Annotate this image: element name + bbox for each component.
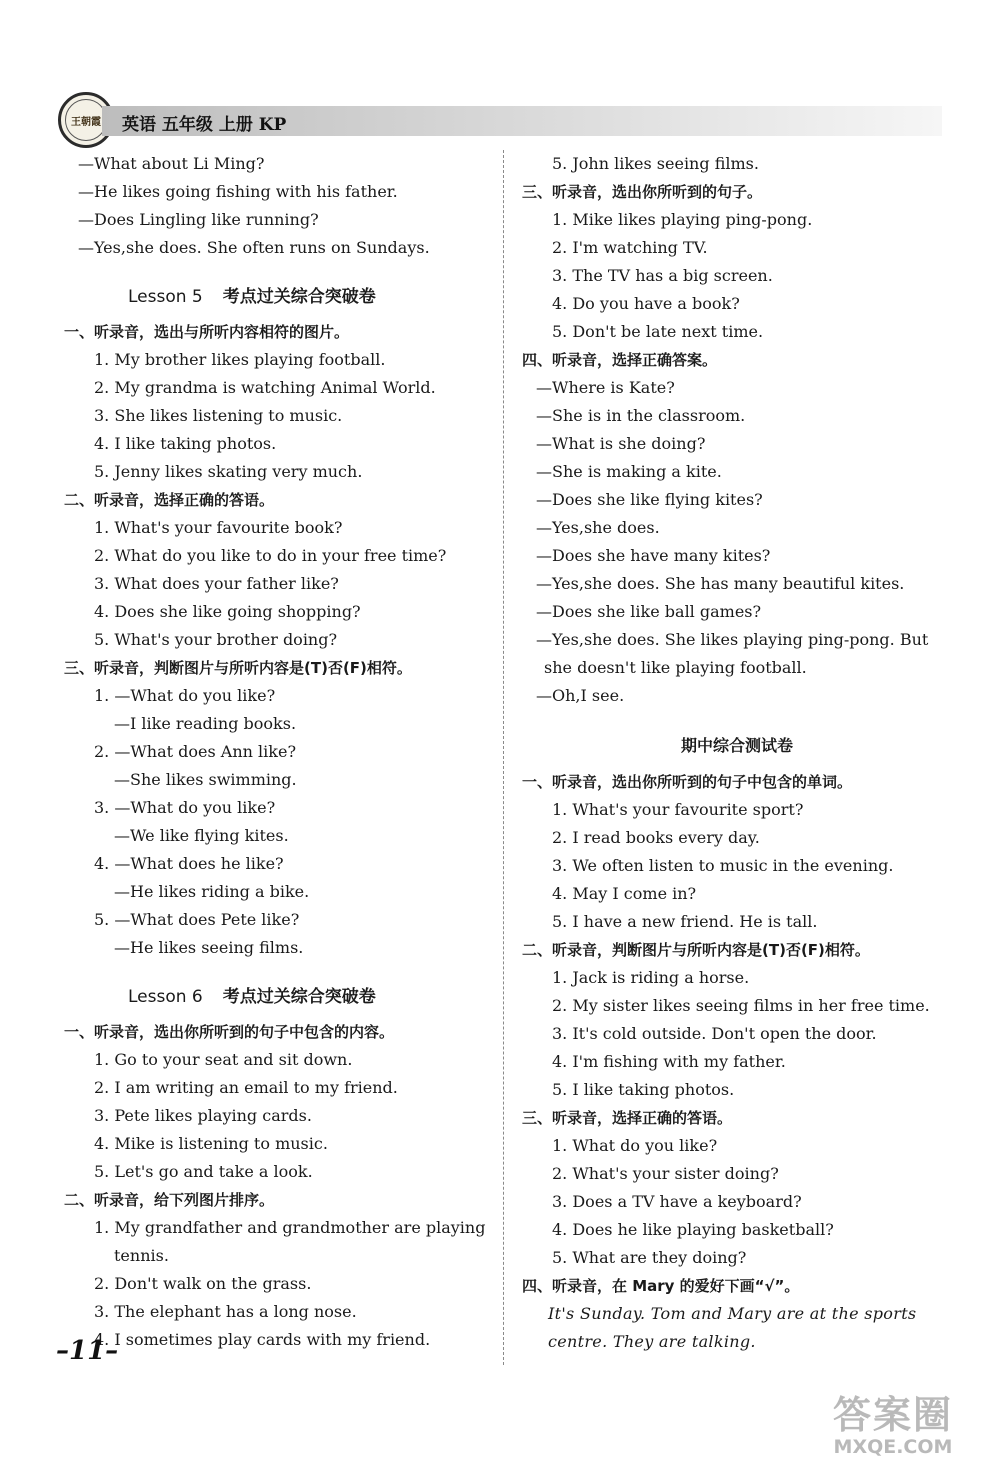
list-item: 5. Jenny likes skating very much. bbox=[94, 462, 363, 481]
list-item: 4. Mike is listening to music. bbox=[94, 1134, 328, 1153]
dialog-line: —Yes,she does. She likes playing ping-pong. But bbox=[536, 630, 929, 649]
exam-title: 期中综合测试卷 bbox=[680, 736, 793, 755]
section-heading: 三、听录音，选出你所听到的句子。 bbox=[522, 183, 763, 201]
list-item: 5. What are they doing? bbox=[552, 1248, 747, 1267]
list-item: —We like flying kites. bbox=[114, 826, 289, 845]
list-item: 5. Let's go and take a look. bbox=[94, 1162, 313, 1181]
list-item: 2. What do you like to do in your free time? bbox=[94, 546, 447, 565]
section-heading: 四、听录音，在 Mary 的爱好下画“√”。 bbox=[522, 1277, 800, 1295]
list-item: 1. What do you like? bbox=[552, 1136, 718, 1155]
list-item: 4. I like taking photos. bbox=[94, 434, 277, 453]
list-item: 4. May I come in? bbox=[552, 884, 697, 903]
list-item: 4. Does he like playing basketball? bbox=[552, 1220, 834, 1239]
list-item: 2. What's your sister doing? bbox=[552, 1164, 779, 1183]
list-item: 3. She likes listening to music. bbox=[94, 406, 343, 425]
list-item: 3. We often listen to music in the evening. bbox=[552, 856, 894, 875]
section-heading: 三、听录音，选择正确的答语。 bbox=[522, 1109, 733, 1127]
list-item: 1. —What do you like? bbox=[94, 686, 276, 705]
section-heading: 一、听录音，选出与所听内容相符的图片。 bbox=[64, 323, 350, 341]
list-item: 1. Jack is riding a horse. bbox=[552, 968, 750, 987]
list-item: —He likes seeing films. bbox=[114, 938, 304, 957]
list-item: she doesn't like playing football. bbox=[544, 658, 807, 677]
lesson-subtitle: 考点过关综合突破卷 bbox=[222, 987, 376, 1007]
list-item: 1. What's your favourite book? bbox=[94, 518, 343, 537]
list-item: tennis. bbox=[114, 1246, 169, 1265]
watermark-logo: 答案圈 bbox=[832, 1393, 953, 1437]
header-bar bbox=[102, 106, 942, 136]
page-number: –11– bbox=[56, 1336, 119, 1366]
list-item: 2. My grandma is watching Animal World. bbox=[94, 378, 436, 397]
book-title: 英语 五年级 上册 KP bbox=[122, 115, 287, 135]
list-item: 3. The elephant has a long nose. bbox=[94, 1302, 357, 1321]
dialog-line: —What is she doing? bbox=[536, 434, 706, 453]
list-item: 2. I'm watching TV. bbox=[552, 238, 708, 257]
dialog-line: —Does Lingling like running? bbox=[78, 210, 319, 229]
dialog-line: —He likes going fishing with his father. bbox=[78, 182, 398, 201]
list-item: 2. Don't walk on the grass. bbox=[94, 1274, 312, 1293]
list-item: —She likes swimming. bbox=[114, 770, 297, 789]
section-heading: 一、听录音，选出你所听到的句子中包含的单词。 bbox=[522, 773, 853, 791]
list-item: 4. I sometimes play cards with my friend. bbox=[94, 1330, 431, 1349]
list-item: 3. It's cold outside. Don't open the door. bbox=[552, 1024, 877, 1043]
dialog-line: —Does she like flying kites? bbox=[536, 490, 763, 509]
list-item: 3. —What do you like? bbox=[94, 798, 276, 817]
right-column bbox=[522, 150, 952, 1356]
section-heading: 二、听录音，给下列图片排序。 bbox=[64, 1191, 275, 1209]
passage-line: centre. They are talking. bbox=[548, 1332, 756, 1351]
list-item: —He likes riding a bike. bbox=[114, 882, 310, 901]
dialog-line: —Oh,I see. bbox=[536, 686, 625, 705]
list-item: 4. Does she like going shopping? bbox=[94, 602, 361, 621]
lesson-title bbox=[64, 262, 494, 318]
section-heading: 一、听录音，选出你所听到的句子中包含的内容。 bbox=[64, 1023, 395, 1041]
brand-logo-text: 王朝霞 bbox=[65, 99, 107, 141]
list-item: 3. The TV has a big screen. bbox=[552, 266, 773, 285]
list-item: 1. My grandfather and grandmother are playing bbox=[94, 1218, 486, 1237]
list-item: 1. Mike likes playing ping-pong. bbox=[552, 210, 813, 229]
list-item: 5. Don't be late next time. bbox=[552, 322, 764, 341]
list-item: —I like reading books. bbox=[114, 714, 297, 733]
list-item: 5. John likes seeing films. bbox=[552, 154, 759, 173]
list-item: 3. What does your father like? bbox=[94, 574, 339, 593]
list-item: 2. My sister likes seeing films in her free time. bbox=[552, 996, 930, 1015]
passage-line: It's Sunday. Tom and Mary are at the sports bbox=[548, 1304, 917, 1323]
lesson-subtitle: 考点过关综合突破卷 bbox=[222, 287, 376, 307]
list-item: 2. —What does Ann like? bbox=[94, 742, 297, 761]
section-heading: 三、听录音，判断图片与所听内容是(T)否(F)相符。 bbox=[64, 659, 412, 677]
dialog-line: —Where is Kate? bbox=[536, 378, 675, 397]
dialog-line: —Yes,she does. bbox=[536, 518, 660, 537]
list-item: 4. Do you have a book? bbox=[552, 294, 740, 313]
list-item: 4. —What does he like? bbox=[94, 854, 284, 873]
dialog-line: —She is in the classroom. bbox=[536, 406, 746, 425]
section-heading: 二、听录音，判断图片与所听内容是(T)否(F)相符。 bbox=[522, 941, 870, 959]
lesson-title bbox=[64, 962, 494, 1018]
list-item: 5. I have a new friend. He is tall. bbox=[552, 912, 818, 931]
watermark bbox=[818, 1394, 968, 1466]
page-header bbox=[58, 92, 942, 154]
dialog-line: —Yes,she does. She often runs on Sundays. bbox=[78, 238, 430, 257]
list-item: 1. Go to your seat and sit down. bbox=[94, 1050, 353, 1069]
section-heading: 二、听录音，选择正确的答语。 bbox=[64, 491, 275, 509]
list-item: 5. I like taking photos. bbox=[552, 1080, 735, 1099]
list-item: 1. My brother likes playing football. bbox=[94, 350, 386, 369]
list-item: 3. Does a TV have a keyboard? bbox=[552, 1192, 802, 1211]
dialog-line: —Does she have many kites? bbox=[536, 546, 771, 565]
list-item: 2. I read books every day. bbox=[552, 828, 760, 847]
list-item: 5. What's your brother doing? bbox=[94, 630, 338, 649]
dialog-line: —She is making a kite. bbox=[536, 462, 722, 481]
column-divider bbox=[503, 150, 504, 1365]
left-column bbox=[64, 150, 494, 1354]
list-item: 2. I am writing an email to my friend. bbox=[94, 1078, 398, 1097]
lesson-name: Lesson 6 bbox=[128, 987, 203, 1007]
dialog-line: —What about Li Ming? bbox=[78, 154, 265, 173]
list-item: 3. Pete likes playing cards. bbox=[94, 1106, 312, 1125]
list-item: 4. I'm fishing with my father. bbox=[552, 1052, 786, 1071]
list-item: 5. —What does Pete like? bbox=[94, 910, 300, 929]
lesson-name: Lesson 5 bbox=[128, 287, 203, 307]
watermark-url: MXQE.COM bbox=[833, 1436, 953, 1458]
section-heading: 四、听录音，选择正确答案。 bbox=[522, 351, 718, 369]
list-item: 1. What's your favourite sport? bbox=[552, 800, 804, 819]
dialog-line: —Yes,she does. She has many beautiful kites. bbox=[536, 574, 905, 593]
dialog-line: —Does she like ball games? bbox=[536, 602, 762, 621]
